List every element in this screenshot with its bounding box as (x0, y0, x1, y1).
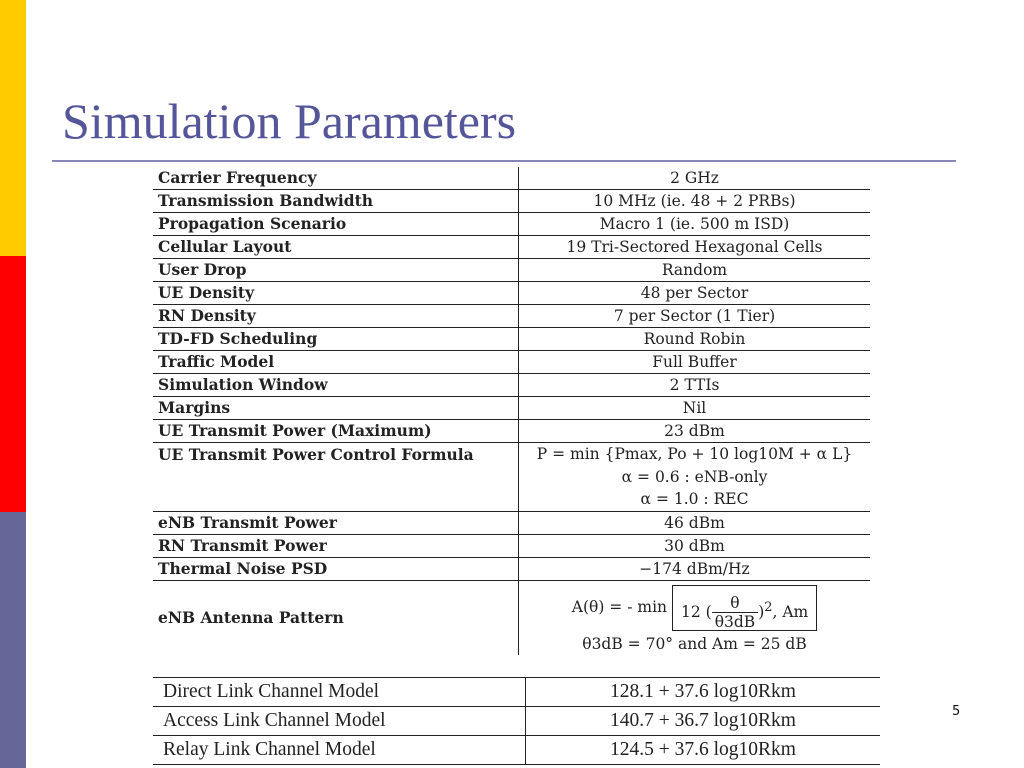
param-name: RN Transmit Power (153, 534, 519, 557)
formula-line: α = 0.6 : eNB-only (621, 467, 768, 486)
param-name: Margins (153, 397, 519, 420)
formula-coef: 12 (680, 602, 701, 621)
param-value: 2 GHz (519, 167, 871, 190)
formula-fraction (712, 594, 759, 631)
fraction-numerator: θ (712, 594, 759, 613)
param-name: UE Transmit Power Control Formula (153, 443, 519, 512)
formula-line: α = 1.0 : REC (640, 490, 749, 508)
table-row (153, 420, 870, 443)
channel-value: 128.1 + 37.6 log10Rkm (526, 678, 881, 707)
param-value: Round Robin (519, 328, 871, 351)
table-row (153, 190, 870, 213)
param-value: 10 MHz (ie. 48 + 2 PRBs) (519, 190, 871, 213)
slide-title: Simulation Parameters (62, 93, 517, 149)
channel-name: Relay Link Channel Model (153, 736, 526, 765)
table-row (153, 678, 880, 707)
parameters-table (153, 167, 870, 655)
formula-exponent: 2 (764, 599, 773, 615)
formula-note: θ3dB = 70° and Am = 25 dB (582, 634, 807, 653)
param-value: 2 TTIs (519, 374, 871, 397)
param-name: eNB Antenna Pattern (153, 580, 519, 655)
table-row (153, 328, 870, 351)
table-row (153, 707, 880, 736)
table-row (153, 236, 870, 259)
param-value: 46 dBm (519, 511, 871, 534)
accent-bar-yellow (0, 0, 26, 256)
param-name: eNB Transmit Power (153, 511, 519, 534)
param-value: 23 dBm (519, 420, 871, 443)
table-row (153, 167, 870, 190)
table-row (153, 580, 870, 655)
param-name: UE Density (153, 282, 519, 305)
param-name: Carrier Frequency (153, 167, 519, 190)
channel-model-table (153, 677, 880, 765)
param-name: RN Density (153, 305, 519, 328)
accent-bar-red (0, 256, 26, 512)
table-row (153, 282, 870, 305)
param-name: Simulation Window (153, 374, 519, 397)
table-row (153, 511, 870, 534)
table-row (153, 305, 870, 328)
param-value: 19 Tri-Sectored Hexagonal Cells (519, 236, 871, 259)
param-name: TD-FD Scheduling (153, 328, 519, 351)
formula-bracket: 12 ( $\frac{\theta}{\theta 3dB}$ )$^2$, Am (672, 585, 817, 631)
table-row (153, 736, 880, 765)
param-name: Cellular Layout (153, 236, 519, 259)
table-row (153, 374, 870, 397)
table-row (153, 397, 870, 420)
formula-lhs: A(θ) = - min (571, 597, 668, 616)
param-value (519, 580, 871, 655)
param-value: 48 per Sector (519, 282, 871, 305)
param-name: Thermal Noise PSD (153, 557, 519, 580)
slide-number: 5 (952, 704, 961, 719)
formula-rhs: , Am (772, 602, 809, 621)
param-name: Propagation Scenario (153, 213, 519, 236)
table-row (153, 351, 870, 374)
param-value: Macro 1 (ie. 500 m ISD) (519, 213, 871, 236)
table-row (153, 443, 870, 512)
param-name: Transmission Bandwidth (153, 190, 519, 213)
param-value: Full Buffer (519, 351, 871, 374)
param-value: −174 dBm/Hz (519, 557, 871, 580)
antenna-pattern-formula (519, 581, 870, 633)
param-value (519, 443, 871, 512)
param-value: 30 dBm (519, 534, 871, 557)
channel-name: Direct Link Channel Model (153, 678, 526, 707)
table-row (153, 557, 870, 580)
param-value: 7 per Sector (1 Tier) (519, 305, 871, 328)
param-name: UE Transmit Power (Maximum) (153, 420, 519, 443)
title-underline (52, 160, 956, 162)
channel-value: 124.5 + 37.6 log10Rkm (526, 736, 881, 765)
table-row (153, 213, 870, 236)
param-name: Traffic Model (153, 351, 519, 374)
table-row (153, 534, 870, 557)
param-value: Random (519, 259, 871, 282)
channel-name: Access Link Channel Model (153, 707, 526, 736)
table-row (153, 259, 870, 282)
fraction-denominator: θ3dB (714, 613, 756, 632)
channel-value: 140.7 + 36.7 log10Rkm (526, 707, 881, 736)
param-value: Nil (519, 397, 871, 420)
accent-bar-blue (0, 512, 26, 768)
param-name: User Drop (153, 259, 519, 282)
formula-line: P = min {Pmax, Po + 10 log10M + α L} (536, 445, 853, 463)
